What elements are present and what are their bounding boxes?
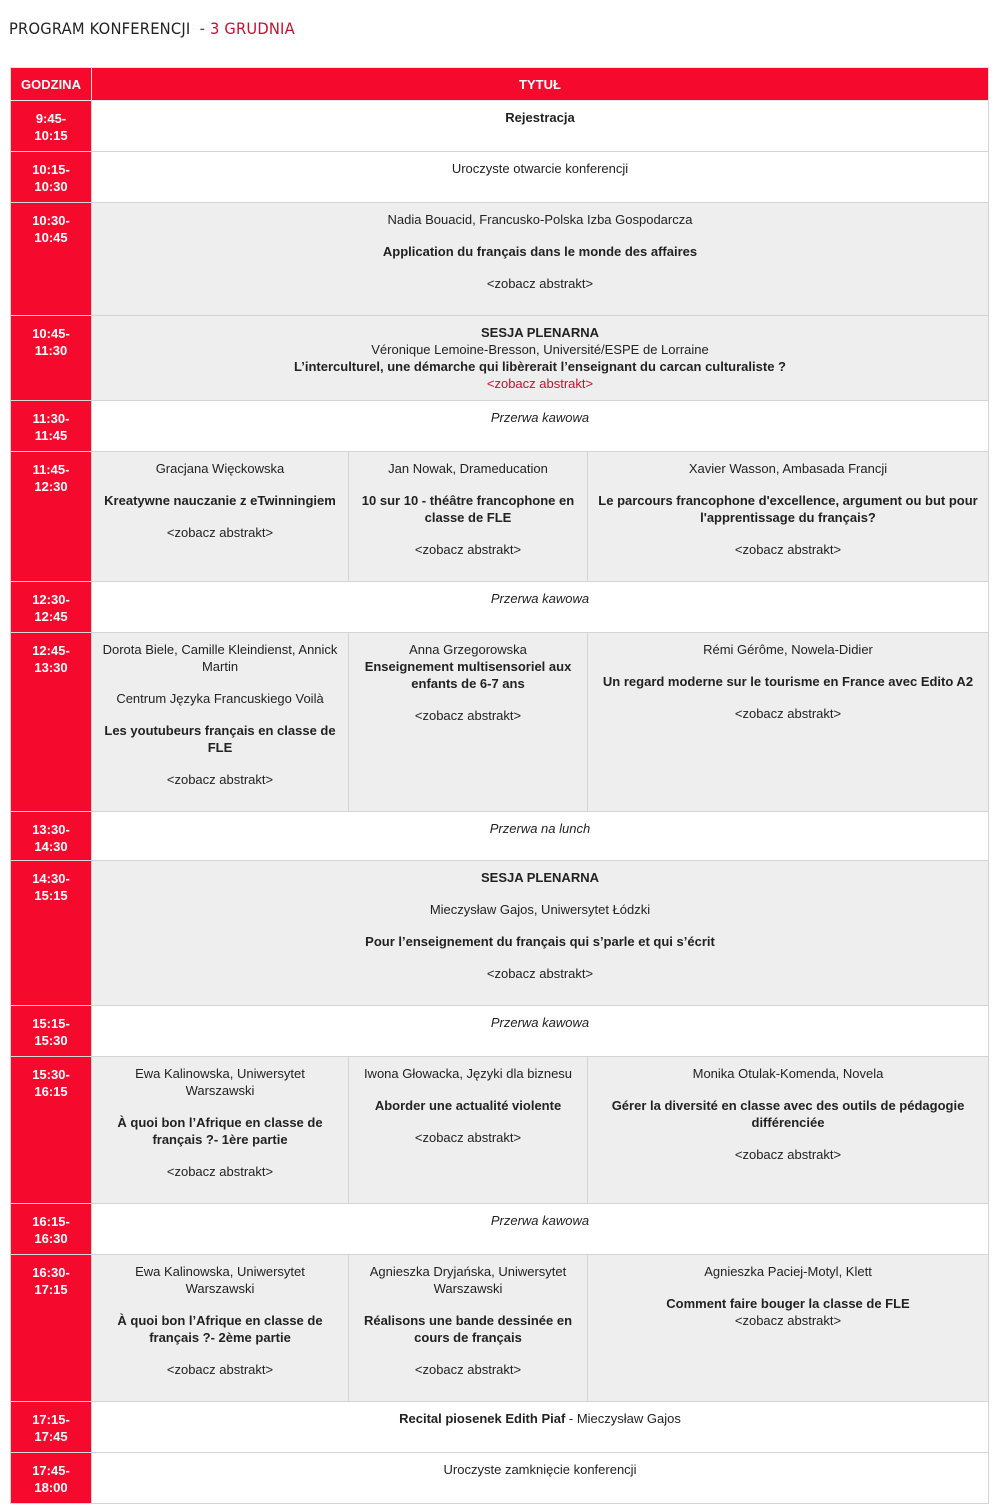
time-start: 17:15- (32, 1412, 70, 1427)
time-cell (11, 101, 92, 152)
abstract-link[interactable]: <zobacz abstrakt> (734, 542, 842, 557)
time-end: 10:30 (34, 179, 68, 194)
time-end: 17:15 (34, 1282, 68, 1297)
session-label: SESJA PLENARNA (481, 870, 599, 885)
time-end: 15:30 (34, 1033, 68, 1048)
talk-cell (92, 1057, 349, 1204)
time-start: 9:45- (35, 111, 67, 126)
time-cell (11, 861, 92, 1006)
talk-title: Le parcours francophone d'excellence, argument ou but pour l'apprentissage du français? (598, 493, 978, 525)
speaker: Anna Grzegorowska (409, 642, 527, 657)
speaker: Ewa Kalinowska, Uniwersytet Warszawski (135, 1264, 305, 1296)
break-label: Przerwa na lunch (489, 821, 591, 836)
time-start: 13:30- (32, 822, 70, 837)
time-start: 12:30- (32, 592, 70, 607)
time-end: 11:45 (34, 428, 68, 443)
time-start: 17:45- (32, 1463, 70, 1478)
break-cell (92, 812, 989, 861)
program-table (10, 67, 989, 1504)
talk-cell (349, 1255, 588, 1402)
speaker: Jan Nowak, Drameducation (388, 461, 548, 476)
table-row (11, 1006, 989, 1057)
time-start: 15:15- (32, 1016, 70, 1031)
session-label: SESJA PLENARNA (481, 325, 599, 340)
talk-title: Un regard moderne sur le tourisme en France avec Edito A2 (602, 674, 974, 689)
event-title: Recital piosenek Edith Piaf (399, 1411, 566, 1426)
table-row (11, 1402, 989, 1453)
talk-title: L’interculturel, une démarche qui libèrerait l’enseignant du carcan culturaliste ? (294, 359, 786, 374)
table-row (11, 1453, 989, 1504)
title-cell (92, 1402, 989, 1453)
time-cell (11, 582, 92, 633)
abstract-link[interactable]: <zobacz abstrakt> (486, 966, 594, 981)
table-row (11, 101, 989, 152)
time-end: 12:30 (34, 479, 68, 494)
time-start: 15:30- (32, 1067, 70, 1082)
speaker: Rémi Gérôme, Nowela-Didier (703, 642, 873, 657)
speaker: Gracjana Więckowska (155, 461, 285, 476)
page-title (9, 19, 295, 38)
talk-cell (588, 633, 989, 812)
talk-title: Gérer la diversité en classe avec des outils de pédagogie différenciée (611, 1098, 965, 1130)
break-cell (92, 582, 989, 633)
time-cell (11, 812, 92, 861)
event-title: Uroczyste otwarcie konferencji (451, 161, 629, 176)
abstract-link[interactable]: <zobacz abstrakt> (414, 1130, 522, 1145)
time-start: 10:45- (32, 326, 70, 341)
plenary-cell (92, 316, 989, 401)
time-start: 11:30- (32, 411, 70, 426)
time-cell (11, 316, 92, 401)
table-row (11, 861, 989, 1006)
plenary-cell (92, 861, 989, 1006)
abstract-link[interactable]: <zobacz abstrakt> (486, 276, 594, 291)
table-row (11, 401, 989, 452)
event-title: Uroczyste zamknięcie konferencji (443, 1462, 637, 1477)
table-row (11, 1057, 989, 1204)
header-title: TYTUŁ (92, 68, 989, 101)
break-label: Przerwa kawowa (490, 410, 590, 425)
table-row (11, 812, 989, 861)
talk-cell (588, 1255, 989, 1402)
talk-title: Les youtubeurs français en classe de FLE (104, 723, 336, 755)
talk-title: Réalisons une bande dessinée en cours de français (363, 1313, 573, 1345)
time-cell (11, 1006, 92, 1057)
time-cell (11, 1057, 92, 1204)
abstract-link[interactable]: <zobacz abstrakt> (414, 542, 522, 557)
time-end: 15:15 (34, 888, 68, 903)
talk-title: 10 sur 10 - théâtre francophone en classe de FLE (361, 493, 575, 525)
time-end: 11:30 (34, 343, 68, 358)
time-cell (11, 452, 92, 582)
speaker: Véronique Lemoine-Bresson, Université/ESPE de Lorraine (371, 342, 709, 357)
talk-cell (588, 452, 989, 582)
time-start: 16:30- (32, 1265, 70, 1280)
speaker: Ewa Kalinowska, Uniwersytet Warszawski (135, 1066, 305, 1098)
speaker: Xavier Wasson, Ambasada Francji (688, 461, 888, 476)
time-start: 16:15- (32, 1214, 70, 1229)
time-cell (11, 401, 92, 452)
speaker: Agnieszka Paciej-Motyl, Klett (704, 1264, 872, 1279)
talk-title: À quoi bon l’Afrique en classe de français ?- 2ème partie (117, 1313, 323, 1345)
talk-title: À quoi bon l’Afrique en classe de français ?- 1ère partie (117, 1115, 323, 1147)
talk-cell (92, 203, 989, 316)
time-cell (11, 1204, 92, 1255)
abstract-link[interactable]: <zobacz abstrakt> (166, 1164, 274, 1179)
abstract-link[interactable]: <zobacz abstrakt> (734, 1313, 842, 1328)
table-row (11, 152, 989, 203)
talk-title: Aborder une actualité violente (374, 1098, 562, 1113)
break-cell (92, 401, 989, 452)
speaker: Iwona Głowacka, Języki dla biznesu (363, 1066, 573, 1081)
abstract-link[interactable]: <zobacz abstrakt> (166, 1362, 274, 1377)
time-cell (11, 633, 92, 812)
talk-cell (349, 633, 588, 812)
header-time: GODZINA (11, 68, 92, 101)
break-label: Przerwa kawowa (490, 591, 590, 606)
talk-cell (92, 633, 349, 812)
time-start: 10:15- (32, 162, 70, 177)
table-row (11, 1204, 989, 1255)
time-start: 11:45- (32, 462, 70, 477)
talk-cell (92, 452, 349, 582)
time-start: 10:30- (32, 213, 70, 228)
speaker: Mieczysław Gajos, Uniwersytet Łódzki (429, 902, 651, 917)
time-end: 12:45 (34, 609, 68, 624)
time-end: 13:30 (34, 660, 68, 675)
table-row (11, 1255, 989, 1402)
table-row (11, 452, 989, 582)
title-cell (92, 101, 989, 152)
speaker: Agnieszka Dryjańska, Uniwersytet Warszawski (369, 1264, 567, 1296)
abstract-link[interactable]: <zobacz abstrakt> (734, 1147, 842, 1162)
talk-title: Application du français dans le monde des affaires (382, 244, 698, 259)
title-cell (92, 152, 989, 203)
time-cell (11, 1453, 92, 1504)
title-cell (92, 1453, 989, 1504)
event-title: Rejestracja (505, 110, 575, 125)
talk-title: Enseignement multisensoriel aux enfants de 6-7 ans (364, 659, 572, 691)
time-end: 14:30 (34, 839, 68, 854)
table-row (11, 316, 989, 401)
break-cell (92, 1006, 989, 1057)
talk-title: Kreatywne nauczanie z eTwinningiem (104, 493, 336, 508)
break-label: Przerwa kawowa (490, 1213, 590, 1228)
title-text: PROGRAM KONFERENCJI (9, 19, 191, 38)
abstract-link[interactable]: <zobacz abstrakt> (166, 525, 274, 540)
talk-cell (349, 452, 588, 582)
table-row (11, 633, 989, 812)
date-label: - 3 GRUDNIA (199, 19, 295, 38)
time-end: 10:15 (34, 128, 68, 143)
time-start: 12:45- (32, 643, 70, 658)
break-cell (92, 1204, 989, 1255)
abstract-link[interactable]: <zobacz abstrakt> (166, 772, 274, 787)
time-end: 10:45 (34, 230, 68, 245)
talk-cell (588, 1057, 989, 1204)
table-row (11, 582, 989, 633)
time-cell (11, 203, 92, 316)
talk-cell (92, 1255, 349, 1402)
abstract-link[interactable]: <zobacz abstrakt> (414, 1362, 522, 1377)
time-end: 17:45 (34, 1429, 68, 1444)
organization: Centrum Języka Francuskiego Voilà (116, 691, 324, 706)
talk-cell (349, 1057, 588, 1204)
time-end: 16:30 (34, 1231, 68, 1246)
break-label: Przerwa kawowa (490, 1015, 590, 1030)
time-cell (11, 152, 92, 203)
abstract-link[interactable]: <zobacz abstrakt> (486, 376, 594, 391)
table-header-row (11, 68, 989, 101)
time-end: 16:15 (34, 1084, 68, 1099)
abstract-link[interactable]: <zobacz abstrakt> (414, 708, 522, 723)
time-cell (11, 1255, 92, 1402)
table-row (11, 203, 989, 316)
event-performer: - Mieczysław Gajos (565, 1411, 681, 1426)
talk-title: Comment faire bouger la classe de FLE (666, 1296, 910, 1311)
time-end: 18:00 (34, 1480, 68, 1495)
abstract-link[interactable]: <zobacz abstrakt> (734, 706, 842, 721)
time-cell (11, 1402, 92, 1453)
speaker: Nadia Bouacid, Francusko-Polska Izba Gospodarcza (387, 212, 693, 227)
time-start: 14:30- (32, 871, 70, 886)
speaker: Dorota Biele, Camille Kleindienst, Annick Martin (102, 642, 338, 674)
talk-title: Pour l’enseignement du français qui s’parle et qui s’écrit (365, 934, 715, 949)
speaker: Monika Otulak-Komenda, Novela (692, 1066, 884, 1081)
